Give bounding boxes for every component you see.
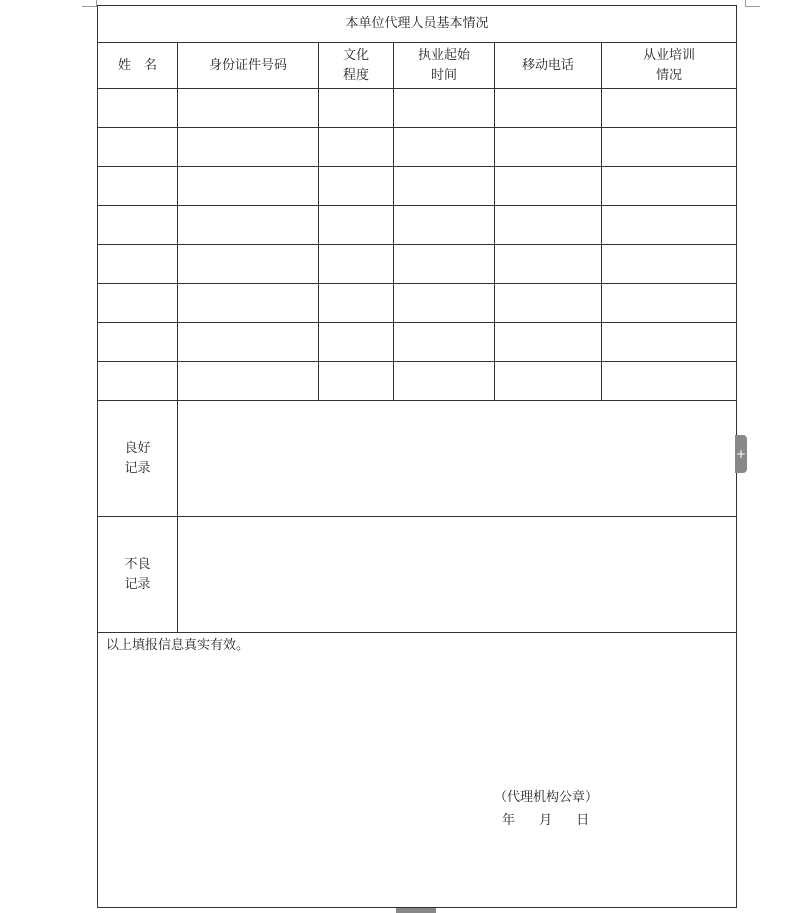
bad-record-field[interactable] <box>178 517 737 633</box>
table-cell[interactable] <box>394 362 495 401</box>
table-row <box>98 323 737 362</box>
table-cell[interactable] <box>319 128 394 167</box>
column-header: 身份证件号码 <box>178 43 319 89</box>
table-cell[interactable] <box>495 245 602 284</box>
good-record-field[interactable] <box>178 401 737 517</box>
table-cell[interactable] <box>495 362 602 401</box>
plus-icon: + <box>735 447 747 461</box>
table-cell[interactable] <box>319 284 394 323</box>
table-row <box>98 89 737 128</box>
seal-label: （代理机构公章） <box>494 790 599 805</box>
table-cell[interactable] <box>98 323 178 362</box>
table-cell[interactable] <box>394 128 495 167</box>
table-cell[interactable] <box>178 167 319 206</box>
agent-info-table <box>97 5 737 908</box>
table-cell[interactable] <box>178 323 319 362</box>
table-cell[interactable] <box>602 167 737 206</box>
table-cell[interactable] <box>394 89 495 128</box>
table-title: 本单位代理人员基本情况 <box>98 6 737 43</box>
table-cell[interactable] <box>98 128 178 167</box>
side-expand-tab[interactable] <box>735 435 747 473</box>
column-header: 执业起始 时间 <box>394 43 495 89</box>
table-cell[interactable] <box>98 206 178 245</box>
table-cell[interactable] <box>394 167 495 206</box>
table-row <box>98 245 737 284</box>
page-corner-mark <box>82 0 97 7</box>
table-cell[interactable] <box>319 323 394 362</box>
table-cell[interactable] <box>98 245 178 284</box>
table-cell[interactable] <box>98 167 178 206</box>
table-cell[interactable] <box>495 323 602 362</box>
table-cell[interactable] <box>178 128 319 167</box>
declaration-cell <box>98 633 737 908</box>
table-cell[interactable] <box>602 362 737 401</box>
table-cell[interactable] <box>319 89 394 128</box>
page-corner-mark <box>745 0 760 7</box>
table-cell[interactable] <box>394 206 495 245</box>
table-cell[interactable] <box>178 284 319 323</box>
good-record-label: 良好 记录 <box>98 401 178 517</box>
table-cell[interactable] <box>394 245 495 284</box>
table-cell[interactable] <box>495 206 602 245</box>
table-cell[interactable] <box>178 89 319 128</box>
table-cell[interactable] <box>394 284 495 323</box>
table-row <box>98 167 737 206</box>
column-header: 移动电话 <box>495 43 602 89</box>
table-cell[interactable] <box>602 128 737 167</box>
bad-record-label: 不良 记录 <box>98 517 178 633</box>
table-cell[interactable] <box>495 284 602 323</box>
table-cell[interactable] <box>495 167 602 206</box>
table-cell[interactable] <box>495 128 602 167</box>
table-cell[interactable] <box>98 89 178 128</box>
table-cell[interactable] <box>602 89 737 128</box>
table-row <box>98 284 737 323</box>
table-cell[interactable] <box>394 323 495 362</box>
table-row <box>98 128 737 167</box>
table-cell[interactable] <box>178 206 319 245</box>
table-cell[interactable] <box>602 323 737 362</box>
table-cell[interactable] <box>602 245 737 284</box>
date-label: 年 月 日 <box>502 813 590 828</box>
scrollbar-thumb[interactable] <box>396 908 436 913</box>
table-cell[interactable] <box>319 362 394 401</box>
declaration-text: 以上填报信息真实有效。 <box>106 638 250 653</box>
table-row <box>98 362 737 401</box>
table-cell[interactable] <box>178 362 319 401</box>
table-cell[interactable] <box>98 284 178 323</box>
table-cell[interactable] <box>602 206 737 245</box>
table-cell[interactable] <box>602 284 737 323</box>
table-cell[interactable] <box>98 362 178 401</box>
table-cell[interactable] <box>178 245 319 284</box>
table-cell[interactable] <box>319 245 394 284</box>
column-header: 从业培训 情况 <box>602 43 737 89</box>
column-header: 文化 程度 <box>319 43 394 89</box>
table-cell[interactable] <box>319 206 394 245</box>
table-cell[interactable] <box>319 167 394 206</box>
table-cell[interactable] <box>495 89 602 128</box>
table-row <box>98 206 737 245</box>
column-header: 姓 名 <box>98 43 178 89</box>
